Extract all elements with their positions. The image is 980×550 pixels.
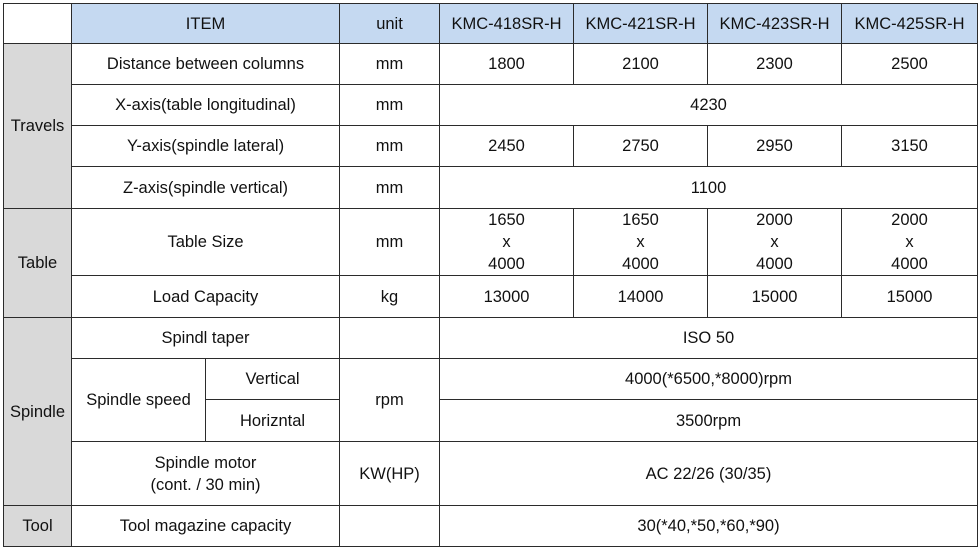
unit-x-axis: mm bbox=[340, 85, 440, 126]
group-tool: Tool bbox=[4, 506, 72, 547]
unit-load-capacity: kg bbox=[340, 276, 440, 318]
row-spindle-speed-vertical bbox=[4, 359, 978, 400]
label-tool-magazine: Tool magazine capacity bbox=[72, 506, 340, 547]
label-x-axis: X-axis(table longitudinal) bbox=[72, 85, 340, 126]
header-unit: unit bbox=[340, 4, 440, 44]
group-table: Table bbox=[4, 209, 72, 318]
group-spindle: Spindle bbox=[4, 318, 72, 506]
row-y-axis bbox=[4, 126, 978, 167]
value-table-size-423: 2000 x 4000 bbox=[708, 209, 842, 276]
value-y-423: 2950 bbox=[708, 126, 842, 167]
unit-table-size: mm bbox=[340, 209, 440, 276]
unit-spindle-taper bbox=[340, 318, 440, 359]
label-spindle-taper: Spindl taper bbox=[72, 318, 340, 359]
value-spindle-horizontal: 3500rpm bbox=[440, 400, 978, 442]
header-row bbox=[4, 4, 978, 44]
value-spindle-motor: AC 22/26 (30/35) bbox=[440, 442, 978, 506]
value-load-421: 14000 bbox=[574, 276, 708, 318]
label-spindle-horizontal: Horiznta​l bbox=[206, 400, 340, 442]
label-spindle-motor: Spindle motor (cont. / 30 min) bbox=[72, 442, 340, 506]
unit-spindle-speed: rpm bbox=[340, 359, 440, 442]
value-load-425: 15000 bbox=[842, 276, 978, 318]
value-tool-magazine: 30(*40,*50,*60,*90) bbox=[440, 506, 978, 547]
row-z-axis bbox=[4, 167, 978, 209]
header-model-423: KMC-423SR-H bbox=[708, 4, 842, 44]
value-distance-418: 1800 bbox=[440, 44, 574, 85]
header-model-425: KMC-425SR-H bbox=[842, 4, 978, 44]
row-table-size bbox=[4, 209, 978, 276]
spec-table bbox=[3, 3, 978, 547]
row-load-capacity bbox=[4, 276, 978, 318]
value-x-axis: 4230 bbox=[440, 85, 978, 126]
header-model-418: KMC-418SR-H bbox=[440, 4, 574, 44]
unit-distance-columns: mm bbox=[340, 44, 440, 85]
unit-z-axis: mm bbox=[340, 167, 440, 209]
value-y-421: 2750 bbox=[574, 126, 708, 167]
value-distance-423: 2300 bbox=[708, 44, 842, 85]
row-spindle-motor bbox=[4, 442, 978, 506]
value-z-axis: 1100 bbox=[440, 167, 978, 209]
header-item: ITEM bbox=[72, 4, 340, 44]
label-load-capacity: Load Capacity bbox=[72, 276, 340, 318]
label-distance-columns: Distance between columns bbox=[72, 44, 340, 85]
value-y-425: 3150 bbox=[842, 126, 978, 167]
label-y-axis: Y-axis(spindle lateral) bbox=[72, 126, 340, 167]
label-table-size: Table Size bbox=[72, 209, 340, 276]
value-table-size-421: 1650 x 4000 bbox=[574, 209, 708, 276]
value-load-418: 13000 bbox=[440, 276, 574, 318]
row-x-axis bbox=[4, 85, 978, 126]
unit-spindle-motor: KW(HP) bbox=[340, 442, 440, 506]
corner-cell bbox=[4, 4, 72, 44]
label-spindle-vertical: Vertical bbox=[206, 359, 340, 400]
value-spindle-vertical: 4000(*6500,*8000)rpm bbox=[440, 359, 978, 400]
unit-tool-magazine bbox=[340, 506, 440, 547]
value-distance-425: 2500 bbox=[842, 44, 978, 85]
row-distance-columns bbox=[4, 44, 978, 85]
group-travels: Travels bbox=[4, 44, 72, 209]
value-table-size-418: 1650 x 4000 bbox=[440, 209, 574, 276]
row-tool-magazine bbox=[4, 506, 978, 547]
unit-y-axis: mm bbox=[340, 126, 440, 167]
header-model-421: KMC-421SR-H bbox=[574, 4, 708, 44]
label-z-axis: Z-axis(spindle vertical) bbox=[72, 167, 340, 209]
value-load-423: 15000 bbox=[708, 276, 842, 318]
value-y-418: 2450 bbox=[440, 126, 574, 167]
label-spindle-speed: Spindle speed bbox=[72, 359, 206, 442]
value-table-size-425: 2000 x 4000 bbox=[842, 209, 978, 276]
value-spindle-taper: ISO 50 bbox=[440, 318, 978, 359]
row-spindle-taper bbox=[4, 318, 978, 359]
value-distance-421: 2100 bbox=[574, 44, 708, 85]
